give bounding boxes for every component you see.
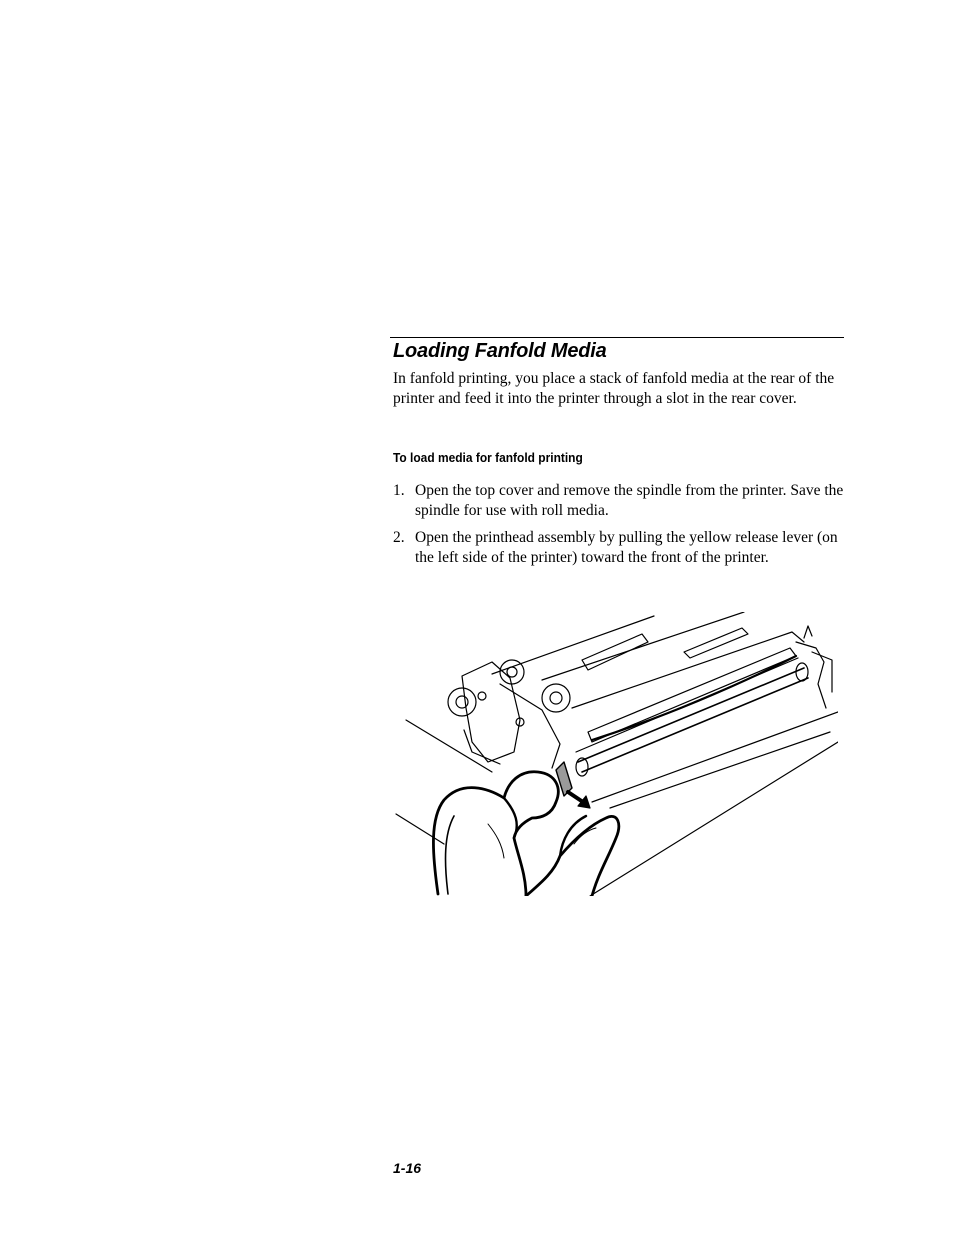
hub <box>456 696 468 708</box>
hand-outline <box>446 816 454 894</box>
step-text: Open the top cover and remove the spindle from the printer. Save the spindle for use with roll media. <box>415 482 844 519</box>
step-item <box>393 528 845 567</box>
section-divider <box>390 337 844 338</box>
platen-roller <box>578 668 804 762</box>
side-frame <box>796 642 826 708</box>
step-text: Open the printhead assembly by pulling the yellow release lever (on the left side of the printer) toward the front of the printer. <box>415 529 838 566</box>
media-slot <box>582 634 648 670</box>
printer-top-edge <box>542 612 744 680</box>
procedure-steps <box>393 481 845 575</box>
hub <box>507 667 517 677</box>
page-number: 1-16 <box>393 1160 422 1176</box>
roller-end <box>796 663 808 681</box>
printer-top-edge <box>492 616 654 674</box>
screw <box>478 692 486 700</box>
hub <box>542 684 570 712</box>
media-slot <box>684 628 748 658</box>
hand-outline <box>504 798 517 838</box>
procedure-heading: To load media for fanfold printing <box>393 450 583 465</box>
printer-front-edge <box>592 712 838 802</box>
hub <box>448 688 476 716</box>
printhead-arm <box>588 648 796 742</box>
hand-outline <box>433 772 558 896</box>
hand-crease <box>488 824 504 858</box>
platen-roller <box>582 678 808 772</box>
printer-front-edge <box>610 732 830 808</box>
step-item <box>393 481 845 520</box>
hub-bracket <box>500 684 560 768</box>
printer-front-edge <box>590 742 838 896</box>
printhead-release-lever-illustration <box>392 612 838 896</box>
printer-base-edge <box>406 720 492 772</box>
hub <box>550 692 562 704</box>
step-number: 1. <box>393 482 405 499</box>
section-title: Loading Fanfold Media <box>393 340 607 362</box>
side-frame <box>804 626 812 638</box>
step-number: 2. <box>393 529 405 546</box>
section-intro: In fanfold printing, you place a stack of fanfold media at the rear of the printer and feed it into the printer through a slot in the rear cover. <box>393 370 835 407</box>
